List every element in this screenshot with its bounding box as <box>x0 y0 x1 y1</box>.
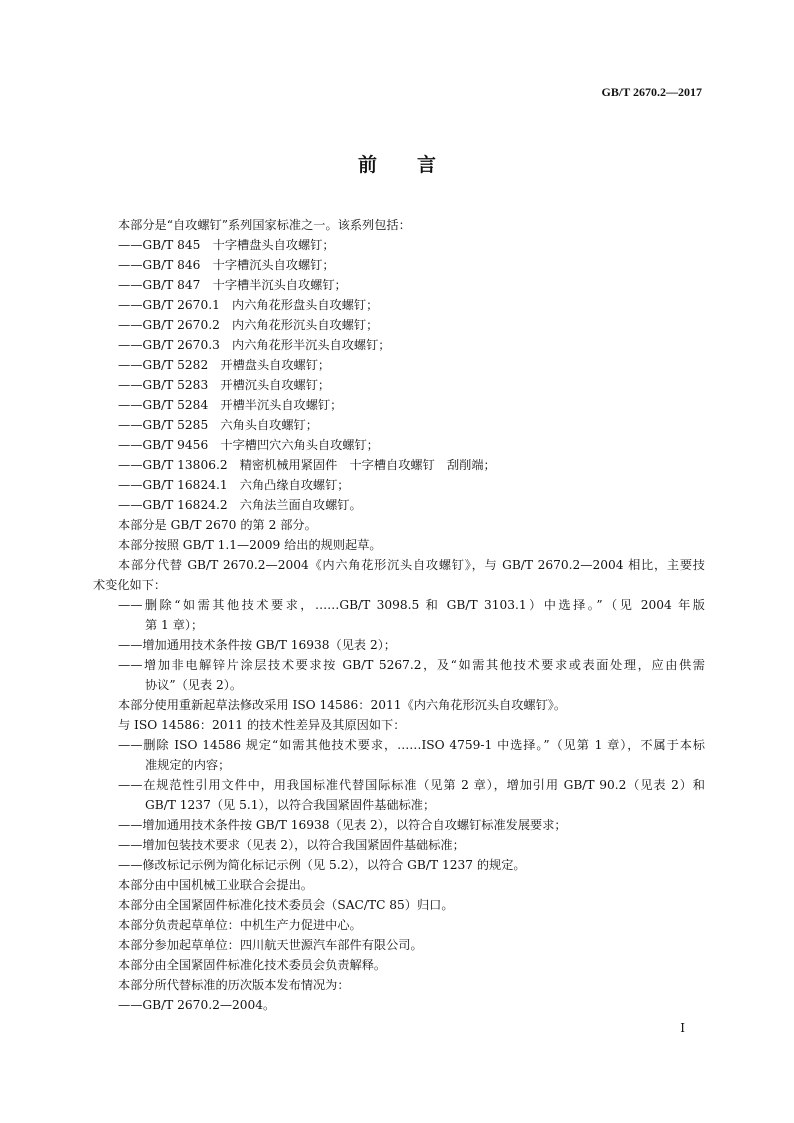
list-item: ——GB/T 2670.2—2004。 <box>118 998 276 1012</box>
paragraph-line: 本部分代替 GB/T 2670.2—2004《内六角花形沉头自攻螺钉》，与 GB/T 2670.2—2004 相比，主要技 <box>118 558 705 572</box>
paragraph-line: 第 1 章）； <box>145 618 204 632</box>
page-title: 前言 <box>357 154 476 176</box>
list-item: ——增加包装技术要求（见表 2），以符合我国紧固件基础标准； <box>118 838 465 852</box>
paragraph-line: 术变化如下： <box>93 578 167 592</box>
list-item: ——增加通用技术条件按 GB/T 16938（见表 2）； <box>118 638 396 652</box>
list-item: ——GB/T 846 十字槽沉头自攻螺钉； <box>118 258 335 272</box>
paragraph-line: 与 ISO 14586：2011 的技术性差异及其原因如下： <box>118 718 406 732</box>
list-item: ——GB/T 5283 开槽沉头自攻螺钉； <box>118 378 331 392</box>
paragraph-line: 本部分由中国机械工业联合会提出。 <box>118 878 313 892</box>
paragraph-line: GB/T 1237（见 5.1），以符合我国紧固件基础标准； <box>145 798 436 812</box>
page-number: I <box>680 1021 685 1035</box>
list-item: ——GB/T 2670.2 内六角花形沉头自攻螺钉； <box>118 318 379 332</box>
paragraph-line: 准规定的内容； <box>145 758 231 772</box>
paragraph-line: 本部分由全国紧固件标准化技术委员会负责解释。 <box>118 958 387 972</box>
list-item: ——GB/T 847 十字槽半沉头自攻螺钉； <box>118 278 347 292</box>
list-item: ——GB/T 2670.3 内六角花形半沉头自攻螺钉； <box>118 338 391 352</box>
list-item: ——GB/T 845 十字槽盘头自攻螺钉； <box>118 238 335 252</box>
paragraph-line: 本部分是 GB/T 2670 的第 2 部分。 <box>118 518 317 532</box>
list-item: ——删除“如需其他技术要求，……GB/T 3098.5 和 GB/T 3103.1）中选择。”（见 2004 年版 <box>118 598 705 612</box>
paragraph-line: 本部分使用重新起草法修改采用 ISO 14586：2011《内六角花形沉头自攻螺钉》。 <box>118 698 567 712</box>
list-item: ——修改标记示例为简化标记示例（见 5.2），以符合 GB/T 1237 的规定。 <box>118 858 526 872</box>
list-item: ——GB/T 5284 开槽半沉头自攻螺钉； <box>118 398 343 412</box>
list-item: ——GB/T 16824.2 六角法兰面自攻螺钉。 <box>118 498 362 512</box>
list-item: ——增加通用技术条件按 GB/T 16938（见表 2），以符合自攻螺钉标准发展要求； <box>118 818 567 832</box>
paragraph-line: 协议”（见表 2）。 <box>145 678 243 692</box>
list-item: ——GB/T 16824.1 六角凸缘自攻螺钉； <box>118 478 350 492</box>
list-item: ——GB/T 5285 六角头自攻螺钉； <box>118 418 318 432</box>
paragraph-line: 本部分所代替标准的历次版本发布情况为： <box>118 978 350 992</box>
list-item: ——GB/T 2670.1 内六角花形盘头自攻螺钉； <box>118 298 379 312</box>
paragraph-line: 本部分由全国紧固件标准化技术委员会（SAC/TC 85）归口。 <box>118 898 454 912</box>
list-item: ——GB/T 5282 开槽盘头自攻螺钉； <box>118 358 331 372</box>
paragraph-line: 本部分按照 GB/T 1.1—2009 给出的规则起草。 <box>118 538 382 552</box>
foreword-body <box>93 215 705 1015</box>
paragraph-line: 本部分负责起草单位：中机生产力促进中心。 <box>118 918 362 932</box>
paragraph-line: 本部分是“自攻螺钉”系列国家标准之一。该系列包括： <box>118 218 411 232</box>
document-code: GB/T 2670.2—2017 <box>601 85 702 99</box>
list-item: ——GB/T 13806.2 精密机械用紧固件 十字槽自攻螺钉 刮削端； <box>118 458 496 472</box>
list-item: ——删除 ISO 14586 规定“如需其他技术要求，……ISO 4759-1 中选择。”（见第 1 章），不属于本标 <box>118 738 705 752</box>
list-item: ——GB/T 9456 十字槽凹穴六角头自攻螺钉； <box>118 438 379 452</box>
list-item: ——增加非电解锌片涂层技术要求按 GB/T 5267.2，及“如需其他技术要求或表面处理，应由供需 <box>118 658 705 672</box>
list-item: ——在规范性引用文件中，用我国标准代替国际标准（见第 2 章），增加引用 GB/T 90.2（见表 2）和 <box>118 778 705 792</box>
paragraph-line: 本部分参加起草单位：四川航天世源汽车部件有限公司。 <box>118 938 423 952</box>
